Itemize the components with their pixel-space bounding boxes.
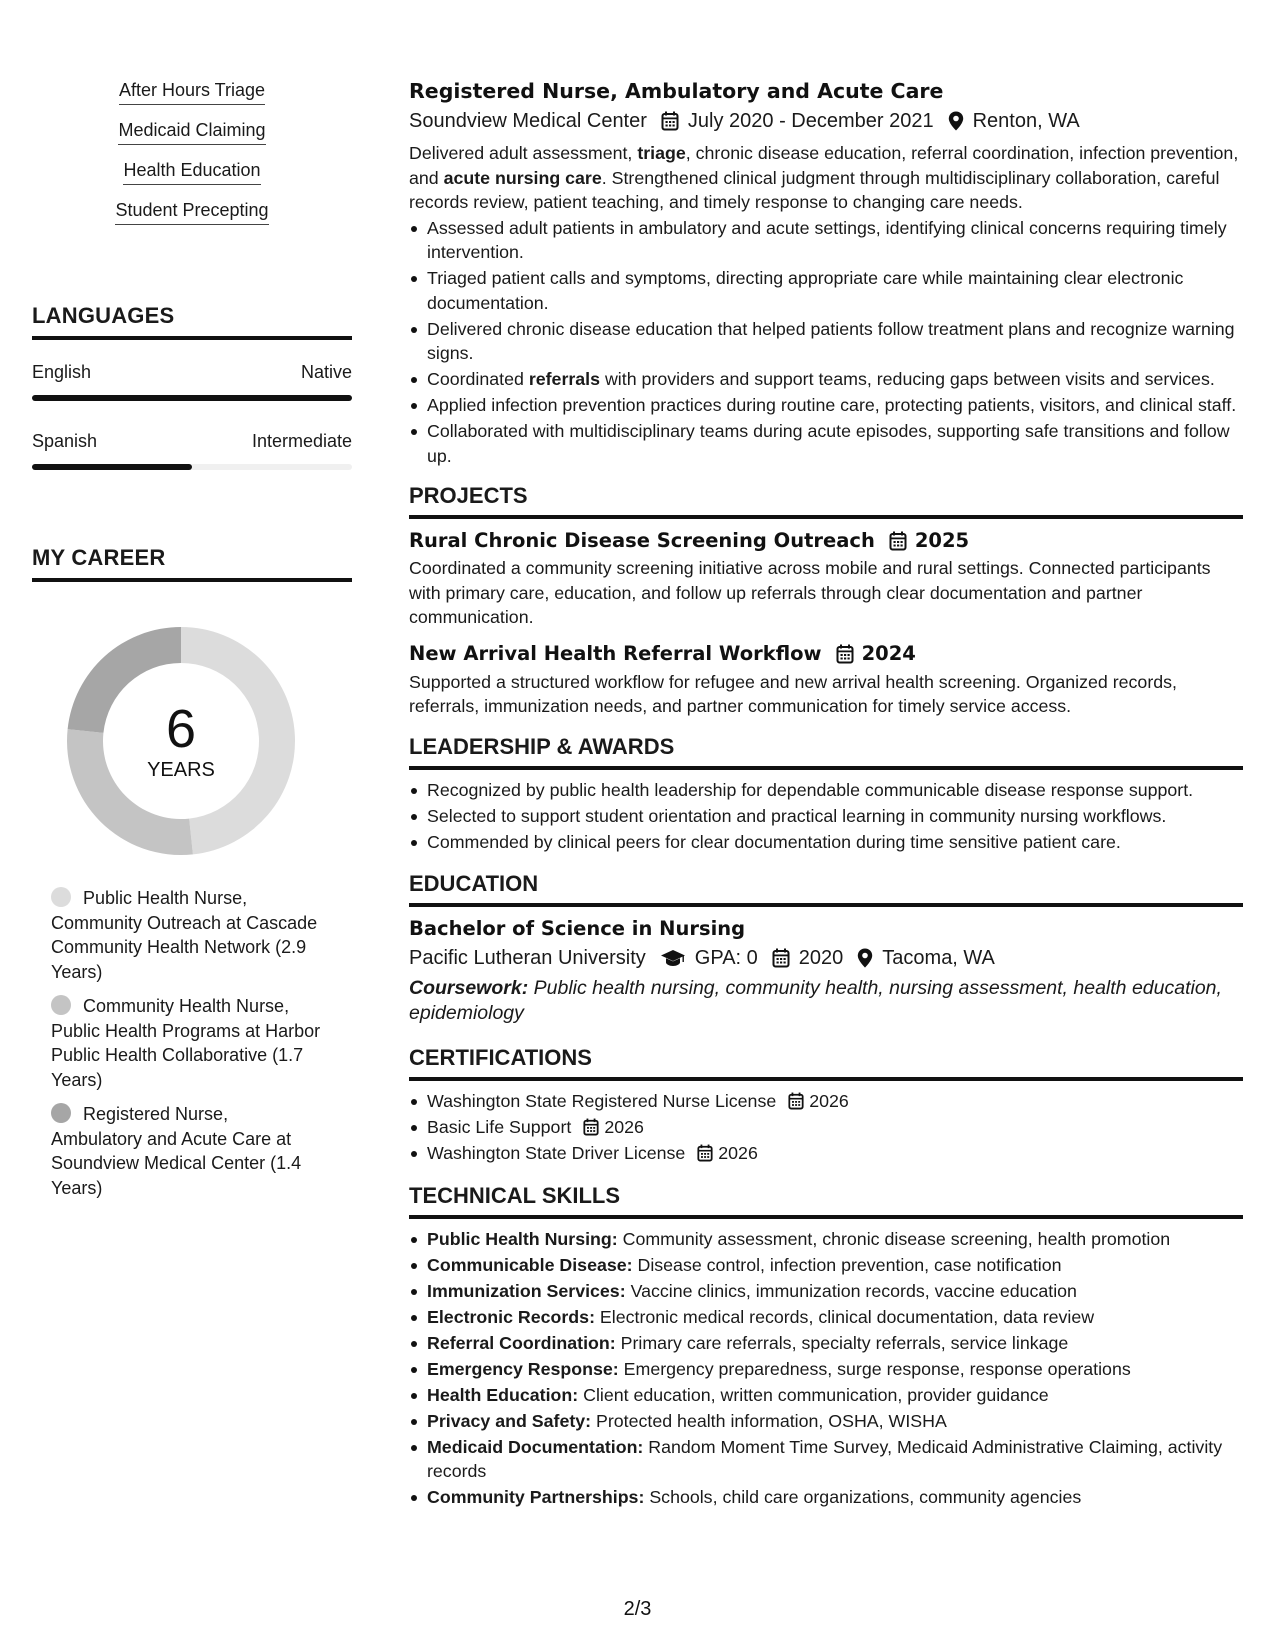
technical-skill-item	[409, 1331, 1243, 1356]
job-bullet: Collaborated with multidisciplinary teams during acute episodes, supporting safe transitions and follow up.	[409, 419, 1243, 468]
page-number: 2/3	[623, 1598, 652, 1620]
summary-text: . Strengthened clinical judgment through multidisciplinary collaboration, careful records review, patient teaching, and timely response to changing care needs.	[409, 167, 1220, 212]
school-location: Tacoma, WA	[882, 947, 995, 969]
skill-tag: Student Precepting	[115, 198, 268, 225]
bullet-text: with providers and support teams, reducing gaps between visits and services.	[600, 369, 1215, 389]
project-title	[409, 527, 1243, 555]
technical-skill-item	[409, 1435, 1243, 1484]
job-bullet: Triaged patient calls and symptoms, directing appropriate care while maintaining clear electronic documentation.	[409, 266, 1243, 315]
skill-label: Referral Coordination:	[427, 1332, 616, 1353]
technical-skill-item	[409, 1253, 1243, 1278]
certification-name: Washington State Registered Nurse License	[427, 1091, 777, 1111]
project-title	[409, 640, 1243, 668]
legend-dot	[51, 995, 71, 1015]
career-legend-item	[51, 1102, 321, 1200]
skill-label: Electronic Records:	[427, 1306, 595, 1327]
summary-bold: acute nursing care	[443, 167, 602, 188]
project-year: 2024	[861, 641, 916, 665]
calendar-icon	[661, 111, 679, 131]
skill-label: Public Health Nursing:	[427, 1228, 618, 1249]
language-bar-fill	[32, 464, 192, 470]
job-bullet: Applied infection prevention practices during routine care, protecting patients, visitors, and clinical staff.	[409, 393, 1243, 418]
education-meta	[409, 943, 1243, 973]
languages-title: LANGUAGES	[32, 302, 352, 340]
summary-text: , chronic disease education, referral coordination, infection prevention, and	[409, 143, 1239, 188]
languages-section	[32, 302, 352, 470]
certification-year: 2026	[809, 1091, 849, 1111]
job-bullet	[409, 367, 1243, 392]
graduation-cap-icon	[660, 949, 686, 967]
certification-year: 2026	[718, 1143, 758, 1163]
project-name: Rural Chronic Disease Screening Outreach	[409, 529, 875, 552]
skill-text: Random Moment Time Survey, Medicaid Administrative Claiming, activity records	[427, 1436, 1223, 1481]
skill-text: Primary care referrals, specialty referrals, service linkage	[615, 1332, 1069, 1353]
calendar-icon	[836, 644, 854, 664]
skill-tags	[32, 78, 352, 225]
technical-skill-item	[409, 1279, 1243, 1304]
gpa: GPA: 0	[694, 947, 758, 969]
career-donut-chart	[66, 626, 296, 856]
certification-name: Basic Life Support	[427, 1117, 572, 1137]
legend-label: Registered Nurse, Ambulatory and Acute Care at Soundview Medical Center (1.4 Years)	[51, 1104, 302, 1198]
legend-label: Public Health Nurse, Community Outreach at Cascade Community Health Network (2.9 Years)	[51, 888, 318, 982]
calendar-icon	[697, 1144, 713, 1162]
certification-item	[409, 1089, 1243, 1114]
technical-skills-title: TECHNICAL SKILLS	[409, 1182, 1243, 1219]
bullet-bold: referrals	[528, 369, 601, 389]
certification-name: Washington State Driver License	[427, 1143, 686, 1163]
language-row	[32, 360, 352, 384]
coursework-text: Public health nursing, community health, nursing assessment, health education, epidemiology	[409, 977, 1222, 1024]
coursework-label: Coursework:	[409, 977, 529, 999]
certification-year: 2026	[604, 1117, 644, 1137]
bullet-text: Coordinated	[427, 369, 529, 389]
job-bullet: Assessed adult patients in ambulatory and acute settings, identifying clinical concerns requiring timely intervention.	[409, 216, 1243, 265]
technical-skill-item	[409, 1383, 1243, 1408]
career-title: MY CAREER	[32, 544, 352, 582]
skill-label: Medicaid Documentation:	[427, 1436, 644, 1457]
technical-skill-item	[409, 1305, 1243, 1330]
skill-label: Communicable Disease:	[427, 1254, 633, 1275]
graduation-year: 2020	[798, 947, 844, 969]
award-item: Commended by clinical peers for clear documentation during time sensitive patient care.	[409, 830, 1243, 855]
job-title: Registered Nurse, Ambulatory and Acute Care	[409, 79, 944, 103]
legend-dot	[51, 887, 71, 907]
summary-bold: triage	[637, 143, 686, 163]
calendar-icon	[772, 948, 790, 968]
job-employer: Soundview Medical Center	[409, 110, 647, 132]
skill-text: Schools, child care organizations, community agencies	[644, 1487, 1082, 1507]
skill-label: Health Education:	[427, 1384, 579, 1405]
certification-item	[409, 1115, 1243, 1140]
skill-text: Client education, written communication, provider guidance	[578, 1384, 1049, 1405]
calendar-icon	[889, 531, 907, 551]
career-legend-item	[51, 886, 321, 984]
job-meta	[409, 106, 1243, 136]
skill-tag: Health Education	[123, 158, 260, 185]
technical-skill-item	[409, 1357, 1243, 1382]
school-name: Pacific Lutheran University	[409, 947, 646, 969]
skill-text: Vaccine clinics, immunization records, vaccine education	[625, 1280, 1077, 1301]
career-legend	[51, 886, 321, 1200]
job-dates: July 2020 - December 2021	[687, 110, 934, 132]
project-year: 2025	[914, 529, 970, 552]
skill-text: Protected health information, OSHA, WISHA	[591, 1410, 947, 1431]
skill-tag: After Hours Triage	[119, 78, 265, 105]
language-bar	[32, 464, 352, 470]
certification-item	[409, 1141, 1243, 1166]
language-level: Intermediate	[251, 431, 352, 451]
career-total-years: 6	[165, 699, 197, 759]
map-pin-icon	[948, 111, 964, 131]
skill-text: Electronic medical records, clinical documentation, data review	[594, 1306, 1095, 1327]
education-title: EDUCATION	[409, 870, 1243, 907]
language-row	[32, 429, 352, 453]
technical-skill-item	[409, 1485, 1243, 1510]
technical-skill-item	[409, 1227, 1243, 1252]
language-bar-fill	[32, 395, 352, 401]
technical-skills-list	[409, 1227, 1243, 1510]
sidebar	[32, 78, 352, 1198]
job-bullet: Delivered chronic disease education that helped patients follow treatment plans and recognize warning signs.	[409, 317, 1243, 366]
language-name: Spanish	[32, 431, 98, 451]
legend-dot	[51, 1103, 71, 1123]
skill-tag: Medicaid Claiming	[118, 118, 265, 145]
career-donut-center	[66, 626, 296, 856]
certifications-title: CERTIFICATIONS	[409, 1044, 1243, 1081]
award-item: Selected to support student orientation and practical learning in community nursing workflows.	[409, 804, 1243, 829]
legend-label: Community Health Nurse, Public Health Programs at Harbor Public Health Collaborative (1.7 Years)	[51, 996, 321, 1090]
language-bar	[32, 395, 352, 401]
projects-title: PROJECTS	[409, 482, 1243, 519]
calendar-icon	[788, 1092, 804, 1110]
project-description: Supported a structured workflow for refugee and new arrival health screening. Organized records, referrals, immunization needs, and partner communication for timely service access.	[409, 671, 1177, 716]
award-item: Recognized by public health leadership for dependable communicable disease response support.	[409, 778, 1243, 803]
job-location: Renton, WA	[972, 110, 1080, 132]
skill-text: Disease control, infection prevention, case notification	[632, 1254, 1062, 1275]
career-total-unit: YEARS	[147, 759, 215, 781]
career-legend-item	[51, 994, 321, 1092]
language-level: Native	[300, 362, 352, 382]
career-section	[32, 544, 352, 1210]
project-name: New Arrival Health Referral Workflow	[409, 641, 822, 665]
project-description: Coordinated a community screening initiative across mobile and rural settings. Connected participants with primary care, education, and follow up referrals through clear documentation and partner communication.	[409, 558, 1211, 627]
degree-title: Bachelor of Science in Nursing	[409, 917, 746, 940]
certifications-list	[409, 1089, 1243, 1166]
skill-text: Emergency preparedness, surge response, response operations	[618, 1358, 1131, 1379]
skill-label: Community Partnerships:	[427, 1487, 645, 1507]
map-pin-icon	[857, 948, 873, 968]
main-content	[409, 76, 1243, 1511]
job-summary	[409, 141, 1243, 215]
skill-label: Immunization Services:	[427, 1280, 626, 1301]
awards-list	[409, 778, 1243, 855]
calendar-icon	[583, 1118, 599, 1136]
skill-text: Community assessment, chronic disease screening, health promotion	[617, 1228, 1171, 1249]
skill-label: Emergency Response:	[427, 1358, 619, 1379]
awards-title: LEADERSHIP & AWARDS	[409, 733, 1243, 770]
coursework	[409, 976, 1243, 1026]
summary-text: Delivered adult assessment,	[409, 143, 638, 163]
technical-skill-item	[409, 1409, 1243, 1434]
skill-label: Privacy and Safety:	[427, 1410, 592, 1431]
job-bullets	[409, 216, 1243, 469]
language-name: English	[32, 362, 92, 382]
